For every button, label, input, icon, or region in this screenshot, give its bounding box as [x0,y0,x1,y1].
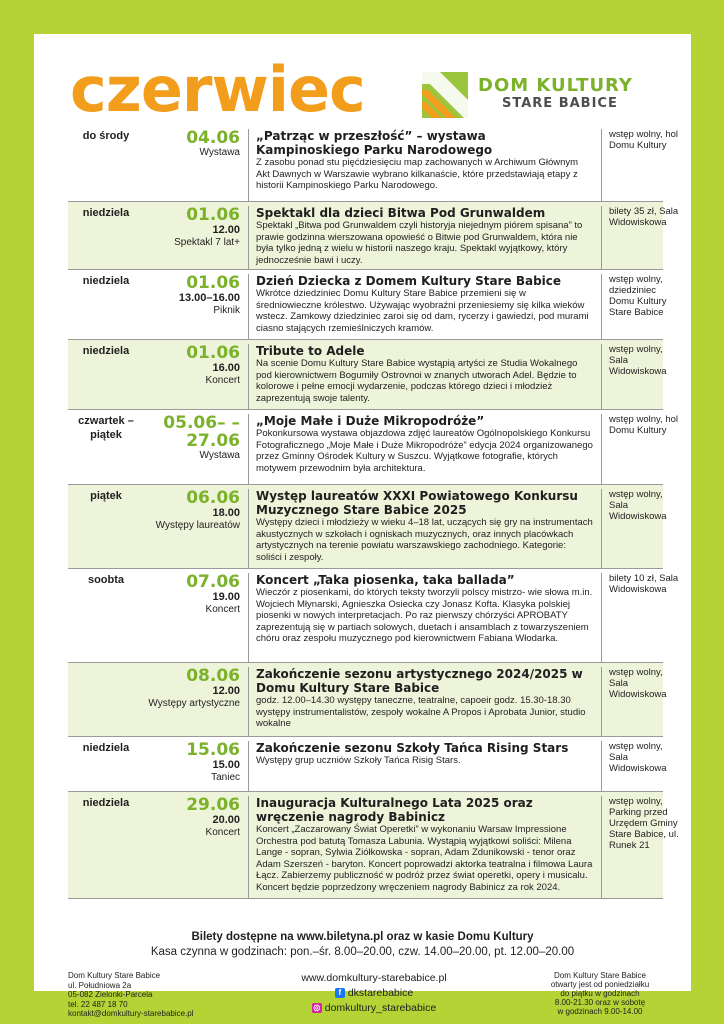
event-description: godz. 12.00–14.30 występy taneczne, teatralne, capoeir godz. 15.30-18.30 występy instrumentalistów, zespoły wokalne A Propos i Aprobata Junior, studio wokalne [256,695,586,730]
event-row [68,125,678,202]
event-date: 07.06 [186,572,240,592]
event-day: niedziela [82,742,130,754]
footer-links [264,971,484,1016]
event-venue: wstęp wolny, Sala Widowiskowa [609,741,667,774]
event-row [68,737,667,792]
event-description: Wieczór z piosenkami, do których teksty tworzyli polscy mistrzo- wie słowa m.in. Wojciech Młynarski, Agnieszka Osiecka czy Jonasz Kofta. Klasyka polskiej piosenki w nowych interpretacjach. Po raz pierwszy chórzyści APROBATY zaprezentują się w partiach solowych, duetach i ansamblach z towarzyszeniem chóru oraz zespołu muzycznego pod kierownictwem Fabiana Włodarka. [256,587,593,645]
event-date-block [148,796,240,839]
event-description: Z zasobu ponad stu pięćdziesięciu map zachowanych w Archiwum Głównym Akt Dawnych w Warszawie wybrano kilkanaście, które przedstawiają etapy z historii Kampinoskiego Parku Narodowego. [256,157,579,192]
tickets-info: Bilety dostępne na www.biletyna.pl oraz w kasie Domu Kultury [191,931,534,943]
event-title: Tribute to Adele [256,344,365,358]
footer-address-line: 05-082 Zielonki-Parcela [68,990,153,1000]
event-title: „Patrząc w przeszłość” – wystawa Kampinoskiego Parku Narodowego [256,129,493,157]
footer-address [68,971,194,1019]
event-description: Wkrótce dziedziniec Domu Kultury Stare Babice przemieni się w średniowieczne królestwo. Używając wyobraźni przeniesiemy się kilka wieków wstecz. Zamkowy dziedziniec zaroi się od dam, rycerzy i gawiedzi, pod murami ciasno stających rzemieślniczych kramów. [256,288,589,334]
opening-hours-line: 8.00-21.30 oraz w sobotę [554,998,646,1007]
event-date: 01.06 [186,343,240,363]
event-category: Spektakl 7 lat+ [174,237,240,248]
event-venue: wstęp wolny, Sala Widowiskowa [609,489,667,522]
event-title: Spektakl dla dzieci Bitwa Pod Grunwaldem [256,206,546,220]
event-title: Występ laureatów XXXI Powiatowego Konkursu Muzycznego Stare Babice 2025 [256,489,578,517]
poster [34,34,691,1019]
event-day: soobta [87,574,125,586]
event-category: Piknik [213,305,240,316]
event-title: Zakończenie sezonu Szkoły Tańca Rising Stars [256,741,569,755]
opening-hours-line: Dom Kultury Stare Babice [553,971,647,980]
event-time: 18.00 [212,507,240,519]
event-description: Koncert „Zaczarowany Świat Operetki” w wykonaniu Warsaw Impressione Orchestra pod batutą Tomasza Labunia. Wystąpią wyjątkowi soliści: Milena Lange - sopran, Sylwia Ziółkowska - sopran, Adam Zdunikowski - tenor oraz Adam Szerszeń - baryton. Koncert poprowadzi aktorka teatralna i filmowa Laura Łącz. Zabierzemy publiczność w podróż przez świat operetki, opery i musicalu. Koncert będzie poprzedzony wręczeniem nagrody Babinicz za rok 2024. [256,824,593,893]
website-link[interactable]: www.domkultury-starebabice.pl [301,972,447,984]
event-row [68,270,667,340]
event-time: 15.00 [212,759,240,771]
event-title: Zakończenie sezonu artystycznego 2024/2025 w Domu Kultury Stare Babice [256,667,583,695]
event-venue: bilety 35 zł, Sala Widowiskowa [609,206,679,228]
event-row [68,663,667,737]
event-day: niedziela [82,275,130,287]
footer-opening-hours [540,971,660,1016]
event-time: 20.00 [212,814,240,826]
event-category: Koncert [205,375,240,386]
event-date: 08.06 [186,666,240,686]
event-date: 15.06 [186,740,240,760]
footer-address-line: ul. Południowa 2a [68,980,132,990]
event-date: 06.06 [186,488,240,508]
event-date: 01.06 [186,273,240,293]
event-date: 04.06 [186,128,240,148]
event-title: Inauguracja Kulturalnego Lata 2025 oraz wręczenie nagrody Babinicz [256,796,533,824]
facebook-icon: f [335,988,345,998]
facebook-link[interactable] [264,986,484,1001]
event-date-block [148,206,240,249]
event-date: 05.06– –27.06 [163,413,240,451]
opening-hours-line: do piątku w godzinach [560,989,640,998]
event-details [248,796,602,898]
event-day: niedziela [82,797,130,809]
event-category: Taniec [211,772,240,783]
event-details [248,667,602,736]
event-venue: bilety 10 zł, Sala Widowiskowa [609,573,679,595]
event-time: 16.00 [212,362,240,374]
event-day: do środy [82,130,130,142]
event-description: Występy grup uczniów Szkoły Tańca Risig Stars. [256,755,461,766]
event-description: Występy dzieci i młodzieży w wieku 4–18 lat, uczących się gry na instrumentach akustycznych w szkołach i ogniskach muzycznych, oraz innych placówkach artystycznych na terenie powiatu warszawskiego zachodniego. Kategorie: soliści i zespoły. [256,517,593,563]
event-category: Występy artystyczne [148,698,240,709]
box-office-hours: Kasa czynna w godzinach: pon.–śr. 8.00–20.00, czw. 14.00–20.00, pt. 12.00–20.00 [150,946,575,958]
event-day: czwartek –piątek [78,415,134,441]
event-description: Na scenie Domu Kultury Stare Babice wystąpią artyści ze Studia Wokalnego pod kierownictwem Bogumiły Ostrovnoi w znanych utworach Adel. Będzie to kolorowe i pełne emocji wydarzenie, podczas którego dzieci i młodzież zaprezentują swoje talenty. [256,358,578,404]
event-date-block [148,344,240,387]
event-details [248,414,602,484]
event-date: 29.06 [186,795,240,815]
event-description: Pokonkursowa wystawa objazdowa zdjęć laureatów Ogólnopolskiego Konkursu Fotograficznego „Moje Małe i Duże Mikropodróże” edycja 2024 organizowanego przez Gminny Ośrodek Kultury w Suszcu. Wyjątkowe fotografie, których motywem przewodnim była architektura. [256,428,593,474]
event-category: Koncert [205,604,240,615]
event-day: niedziela [82,207,130,219]
event-title: „Moje Małe i Duże Mikropodróże” [256,414,485,428]
event-row [68,485,667,569]
event-day: piątek [90,490,122,502]
event-time: 19.00 [212,591,240,603]
event-venue: wstęp wolny, Sala Widowiskowa [609,667,667,700]
event-date-block [148,129,240,159]
event-details [248,274,602,339]
event-day: niedziela [82,345,130,357]
opening-hours-line: otwarty jest od poniedziałku [550,980,650,989]
event-date-block [148,489,240,532]
logo-name: DOM KULTURY [478,75,633,96]
event-row [68,792,679,899]
event-row [68,410,678,485]
instagram-icon: ◎ [313,1003,321,1013]
event-date-block [148,274,240,317]
opening-hours-line: w godzinach 9.00-14.00 [557,1007,643,1016]
event-details [248,741,602,791]
instagram-handle: domkultury_starebabice [324,1002,437,1014]
event-title: Koncert „Taka piosenka, taka ballada” [256,573,515,587]
events-table [68,125,679,899]
event-row [68,340,667,410]
event-category: Wystawa [199,147,240,158]
page-title: czerwiec [70,53,365,126]
footer-email: kontakt@domkultury-starebabice.pl [68,1009,194,1019]
event-date-block [148,741,240,784]
logo-mark-icon [422,72,468,118]
logo-subtitle: STARE BABICE [502,96,618,111]
event-details [248,573,602,662]
event-details [248,489,602,568]
event-category: Wystawa [199,450,240,461]
event-time: 12.00 [212,224,240,236]
event-venue: wstęp wolny, Parking przed Urzędem Gminy Stare Babice, ul. Runek 21 [609,796,679,851]
event-date-block [148,573,240,616]
event-date-block [148,414,240,462]
event-category: Występy laureatów [155,520,240,531]
footer-phone: tel. 22 487 18 70 [68,999,128,1009]
event-venue: wstęp wolny, hol Domu Kultury [609,129,678,151]
event-title: Dzień Dziecka z Domem Kultury Stare Babice [256,274,562,288]
event-category: Koncert [205,827,240,838]
event-date: 01.06 [186,205,240,225]
event-venue: wstęp wolny, Sala Widowiskowa [609,344,667,377]
event-date-block [148,667,240,710]
event-venue: wstęp wolny, dziedziniec Domu Kultury Stare Babice [609,274,667,318]
footer-address-line: Dom Kultury Stare Babice [68,971,161,980]
event-row [68,569,679,663]
event-time: 13.00–16.00 [178,292,240,304]
event-description: Spektakl „Bitwa pod Grunwaldem czyli historyja niejednym piórem spisana” to prawie godzinna wierszowana opowieść o Bitwie pod Grunwaldem, która nie była tylko jedną z wielu w historii naszego kraju. Spektakl wyjątkowy, który jednocześnie bawi i uczy. [256,220,583,266]
event-row [68,202,679,270]
facebook-handle: dkstarebabice [347,987,414,999]
event-details [248,344,602,409]
event-details [248,129,602,201]
instagram-link[interactable] [264,1001,484,1016]
event-venue: wstęp wolny, hol Domu Kultury [609,414,678,436]
event-time: 12.00 [212,685,240,697]
event-details [248,206,602,269]
